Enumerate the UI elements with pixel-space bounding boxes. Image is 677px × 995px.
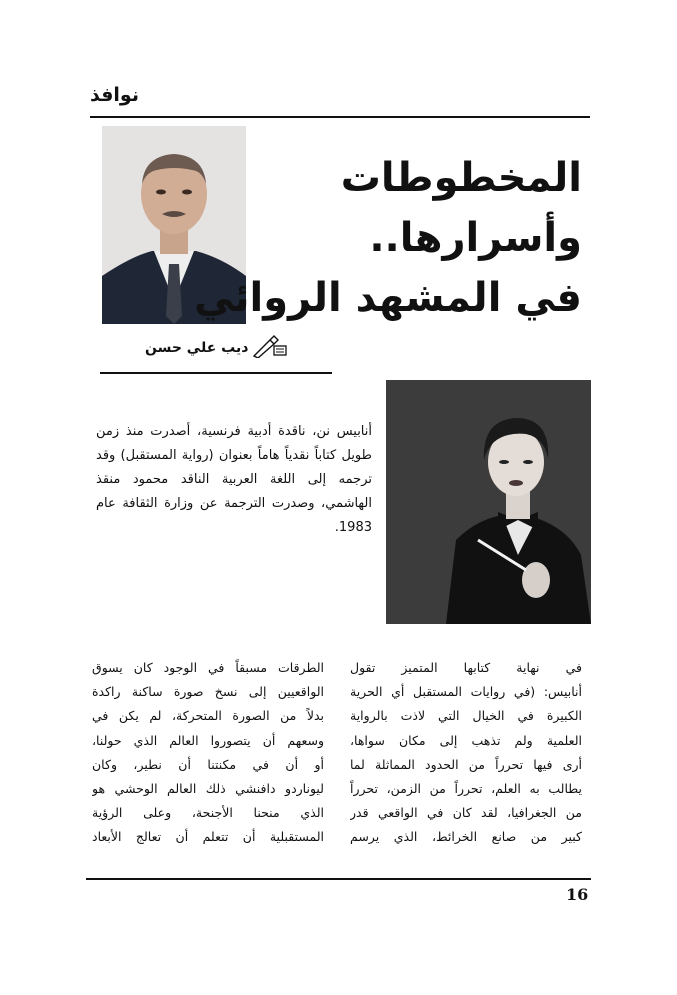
byline-divider: [100, 372, 332, 374]
body-line: أو أن في مكنتنا أن نطير، وكان: [92, 756, 324, 772]
body-line: كبير من صانع الخرائط، الذي يرسم: [350, 829, 582, 845]
title-line-3: في المشهد الروائي: [194, 275, 582, 321]
title-line-2: وأسرارها..: [369, 215, 582, 261]
body-line: من الجغرافيا، لقد كان في الواقعي قدر: [350, 805, 582, 821]
header-divider: [90, 116, 590, 118]
body-line: العلمية ولم تذهب إلى مكان سواها،: [350, 732, 582, 748]
body-column-left: [92, 656, 324, 850]
author-name: ديب علي حسن: [145, 340, 249, 356]
body-line: الكبيرة في الخيال التي لاذت بالرواية: [350, 708, 582, 724]
title-line-1: المخطوطات: [340, 155, 582, 201]
body-line: المستقبلية أن تتعلم أن تعالج الأبعاد: [92, 829, 324, 845]
body-line: يطالب به العلم، تحرراً من الزمن، تحرراً: [350, 781, 582, 797]
article-title: [194, 148, 582, 328]
body-line: الذي منحنا الأجنحة، وعلى الرؤية: [92, 805, 324, 821]
page-number: 16: [566, 885, 589, 904]
body-line: بدلاً من الصورة المتحركة، لم يكن في: [92, 708, 324, 724]
body-line: وسعهم أن يتصوروا العالم الذي حولنا،: [92, 732, 324, 748]
intro-paragraph: أنابيس نن، ناقدة أدبية فرنسية، أصدرت منذ زمن طويل كتاباً نقدياً هاماً بعنوان (رواية المستقبل) وقد ترجمه إلى اللغة العربية الناقد محمود منقذ الهاشمي، وصدرت الترجمة عن وزارة الثقافة عام 1983.: [96, 424, 372, 535]
body-line: أنابيس: (في روايات المستقبل أي الحرية: [350, 684, 582, 700]
pen-icon: [252, 334, 288, 358]
body-column-right: [350, 656, 582, 850]
section-label: نوافذ: [90, 84, 139, 106]
body-line: أرى فيها تحرراً من الحدود المماثلة لما: [350, 756, 582, 772]
body-line: الطرقات مسبقاً في الوجود كان يسوق: [92, 660, 324, 675]
body-line: في نهاية كتابها المتميز تقول: [350, 660, 582, 675]
footer-divider: [86, 878, 591, 880]
body-line: الواقعيين إلى نسخ صورة ساكنة راكدة: [92, 684, 324, 700]
subject-photo: [386, 380, 591, 624]
body-line: ليوناردو دافنشي ذلك العالم الوحشي هو: [92, 781, 324, 797]
